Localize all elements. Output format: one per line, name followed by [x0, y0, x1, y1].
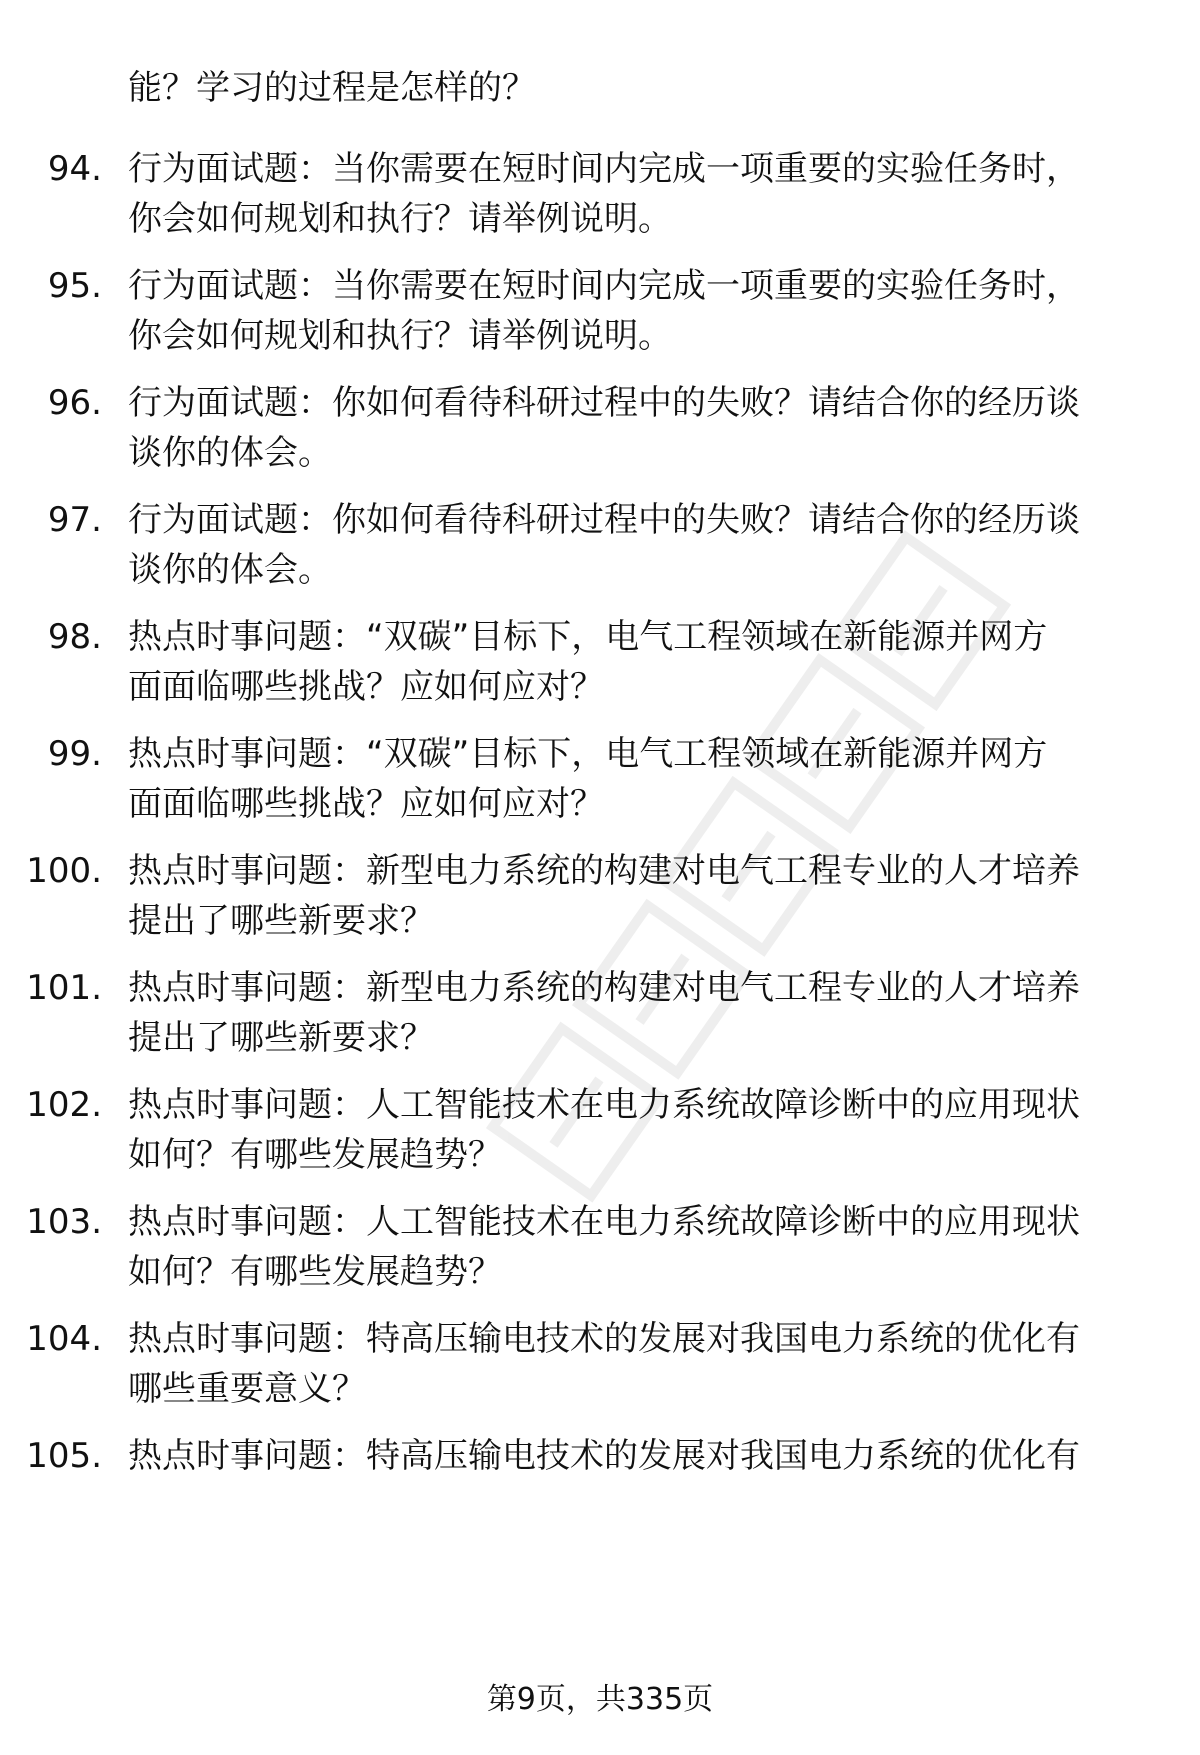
- item-number: 103.: [26, 1202, 102, 1242]
- item-line: 热点时事问题：特高压输电技术的发展对我国电力系统的优化有: [128, 1319, 1080, 1359]
- page-footer: 第9页，共335页: [486, 1682, 714, 1717]
- item-line: 热点时事问题：新型电力系统的构建对电气工程专业的人才培养: [128, 851, 1080, 891]
- item-number: 97.: [47, 500, 102, 540]
- item-number: 95.: [47, 266, 102, 306]
- item-line: 哪些重要意义？: [128, 1369, 366, 1409]
- continuation-line: 能？学习的过程是怎样的？: [128, 68, 536, 108]
- item-line: 行为面试题：你如何看待科研过程中的失败？请结合你的经历谈: [128, 383, 1080, 423]
- item-line: 行为面试题：当你需要在短时间内完成一项重要的实验任务时，: [128, 266, 1080, 306]
- item-line: 你会如何规划和执行？请举例说明。: [128, 316, 672, 356]
- item-line: 行为面试题：你如何看待科研过程中的失败？请结合你的经历谈: [128, 500, 1080, 540]
- item-number: 96.: [47, 383, 102, 423]
- item-line: 你会如何规划和执行？请举例说明。: [128, 199, 672, 239]
- item-line: 面面临哪些挑战？应如何应对？: [128, 667, 604, 707]
- item-line: 面面临哪些挑战？应如何应对？: [128, 784, 604, 824]
- item-number: 99.: [47, 734, 102, 774]
- item-number: 101.: [26, 968, 102, 1008]
- item-line: 如何？有哪些发展趋势？: [128, 1252, 502, 1292]
- item-number: 94.: [47, 149, 102, 189]
- item-line: 谈你的体会。: [128, 550, 332, 590]
- item-line: 提出了哪些新要求？: [128, 1018, 434, 1058]
- item-line: 热点时事问题：“双碳”目标下，电气工程领域在新能源并网方: [128, 617, 1048, 657]
- item-line: 提出了哪些新要求？: [128, 901, 434, 941]
- item-line: 谈你的体会。: [128, 433, 332, 473]
- item-line: 热点时事问题：人工智能技术在电力系统故障诊断中的应用现状: [128, 1202, 1080, 1242]
- item-line: 热点时事问题：“双碳”目标下，电气工程领域在新能源并网方: [128, 734, 1048, 774]
- item-line: 热点时事问题：特高压输电技术的发展对我国电力系统的优化有: [128, 1436, 1080, 1476]
- item-number: 105.: [26, 1436, 102, 1476]
- item-line: 热点时事问题：新型电力系统的构建对电气工程专业的人才培养: [128, 968, 1080, 1008]
- item-number: 102.: [26, 1085, 102, 1125]
- item-line: 如何？有哪些发展趋势？: [128, 1135, 502, 1175]
- item-number: 104.: [26, 1319, 102, 1359]
- item-number: 98.: [47, 617, 102, 657]
- item-line: 行为面试题：当你需要在短时间内完成一项重要的实验任务时，: [128, 149, 1080, 189]
- item-number: 100.: [26, 851, 102, 891]
- item-line: 热点时事问题：人工智能技术在电力系统故障诊断中的应用现状: [128, 1085, 1080, 1125]
